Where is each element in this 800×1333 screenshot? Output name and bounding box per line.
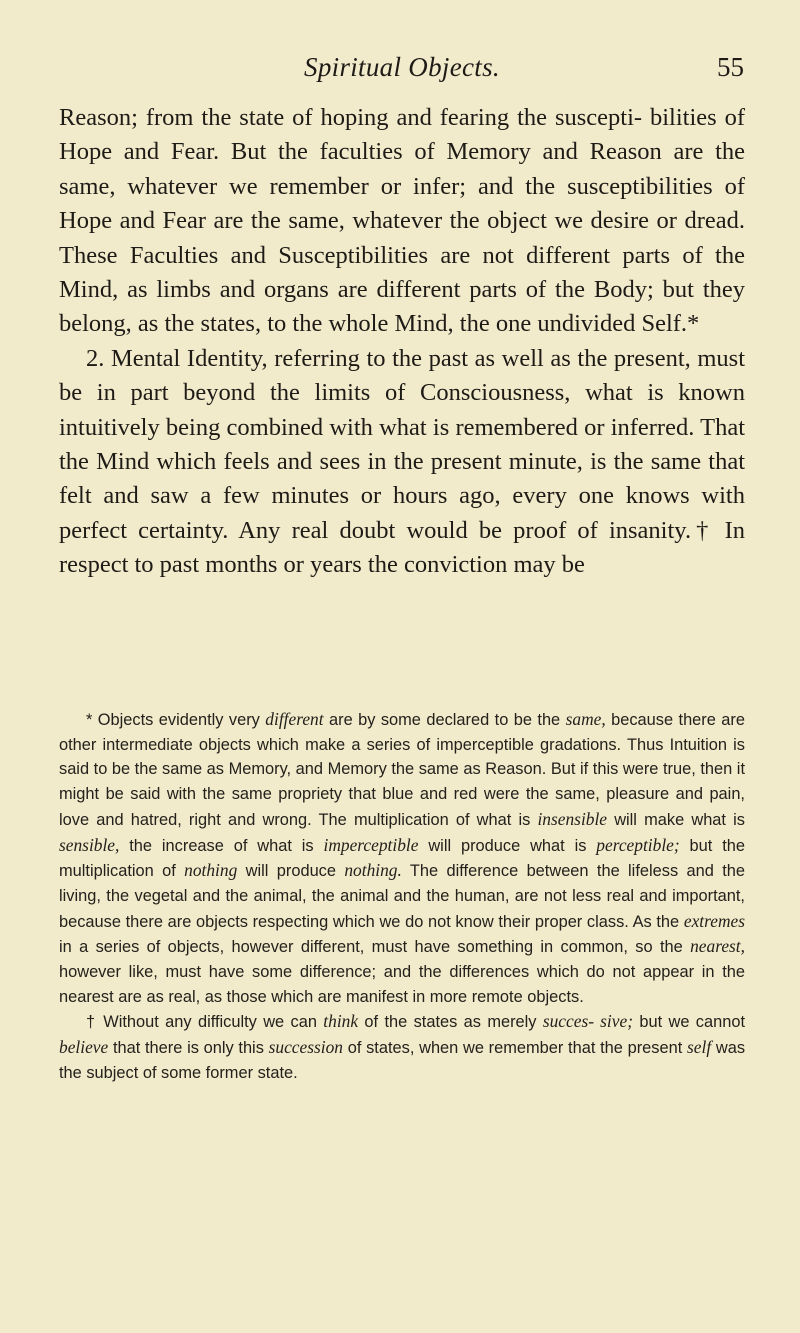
footnote-text: but we cannot [633,1013,745,1032]
footnote-text: of the states as merely [358,1013,543,1032]
footnote-emphasis: perceptible; [596,834,680,855]
page-number: 55 [717,52,744,82]
footnote-text: of states, when we remember that the present [343,1039,687,1058]
paragraph-continuation: Reason; from the state of hoping and fearing the suscepti- bilities of Hope and Fear. But the faculties of Memory and Reason are the same, whatever we remember or infer; and the susceptibilities of Hope and Fear are the same, whatever the object we desire or dread. These Faculties and Susceptibilities are not different parts of the Mind, as limbs and organs are different parts of the Body; but they belong, as the states, to the whole Mind, the one undivided Self.* [59,104,745,338]
footnote-text: * Objects evidently very [86,711,266,729]
footnote-emphasis: different [265,709,324,729]
footnote-emphasis: succes- sive; [542,1011,633,1032]
main-text [59,101,745,583]
footnote-emphasis: imperceptible [323,834,419,855]
footnote-text: was the subject of some former state. [59,1039,746,1082]
footnote-text: † Without any difficulty we can [86,1013,324,1032]
footnote-asterisk [59,707,745,1009]
footnote-emphasis: self [687,1037,712,1058]
footnote-emphasis: nothing. [344,860,402,881]
footnote-dagger [59,1009,745,1085]
running-title: Spiritual Objects. [304,52,500,82]
footnote-emphasis: succession [268,1037,344,1058]
footnote-text: the increase of what is [119,836,324,855]
footnote-text: The difference between the lifeless and the living, the vegetal and the animal, the animal and the human, are not less real and important, because there are objects respecting which we do not know their proper class. As the [59,862,745,931]
footnote-text: in a series of objects, however different, must have something in common, so the [59,938,691,957]
footnote-text: will produce [237,862,345,881]
footnote-text: because there are other intermediate objects which make a series of imperceptible gradations. Thus Intuition is said to be the same as Memory, and Memory the same as Reason. But if this were true, then it might be said with the same propriety that blue and red were the same, pleasure and pain, love and hatred, right and wrong. The multiplication of what is [59,711,745,829]
running-head [60,52,744,92]
footnote-text: will produce what is [418,836,597,855]
footnote-text: will make what is [607,810,745,829]
footnote-emphasis: believe [59,1037,109,1058]
paragraph-mental-identity: 2. Mental Identity, referring to the past as well as the present, must be in part beyond the limits of Consciousness, what is known intuitively being combined with what is remembered or inferred. That the Mind which feels and sees in the present minute, is the same that felt and saw a few minutes or hours ago, every one knows with perfect certainty. Any real doubt would be proof of insanity.† In respect to past months or years the conviction may be [59,344,745,579]
footnote-emphasis: nothing [184,860,238,881]
footnote-emphasis: think [323,1011,359,1032]
footnote-emphasis: sensible, [59,834,120,855]
footnote-text: however like, must have some difference; and the differences which do not appear in the nearest are as real, as those which are manifest in more remote objects. [59,963,745,1006]
footnote-emphasis: nearest, [690,936,745,957]
footnote-emphasis: same, [565,709,606,729]
footnote-emphasis: insensible [537,808,608,829]
footnote-emphasis: extremes [683,910,745,931]
footnotes [59,707,745,1086]
footnote-text: that there is only this [108,1039,269,1058]
footnote-text: are by some declared to be the [323,711,566,729]
footnote-text: but the multiplication of [59,836,745,881]
